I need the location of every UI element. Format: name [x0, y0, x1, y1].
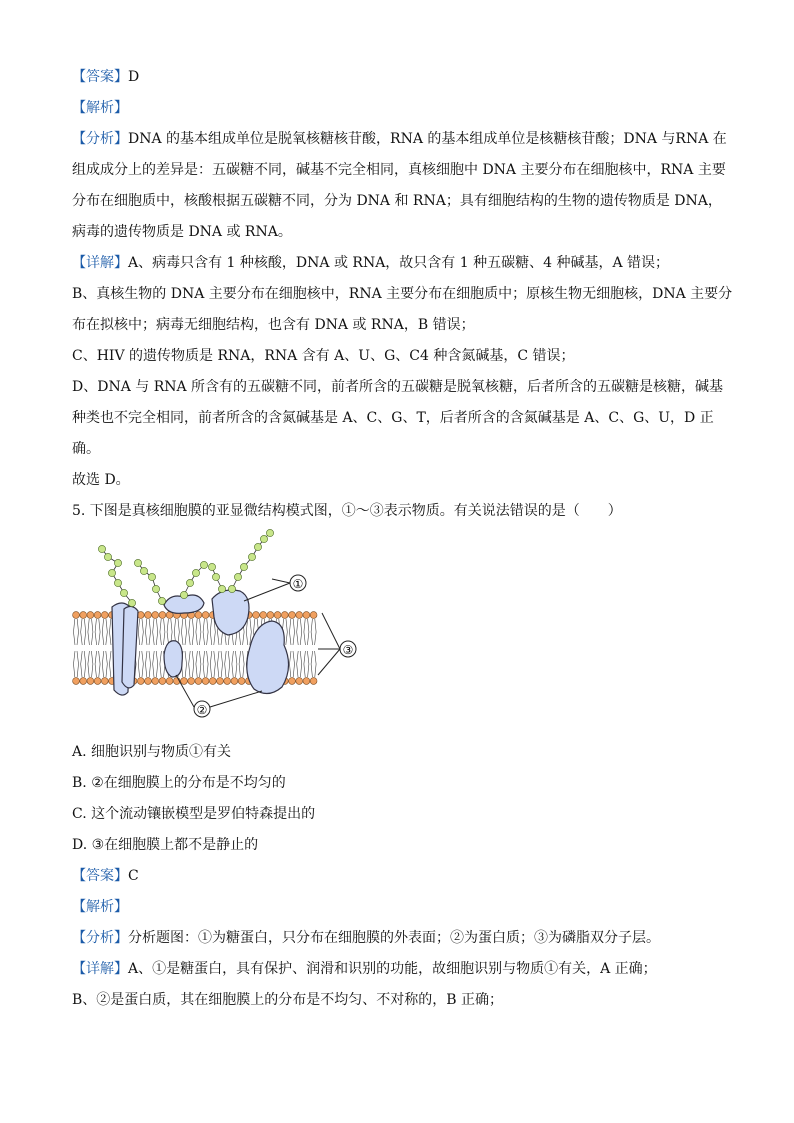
phospholipid-heads-top: [73, 612, 317, 619]
fenxi-line-3: 分布在细胞质中，核酸根据五碳糖不同，分为 DNA 和 RNA；具有细胞结构的生物的遗传物质是 DNA，: [72, 193, 722, 209]
answer-value: D: [128, 69, 140, 85]
phospholipid-head: [94, 612, 101, 619]
phospholipid-head: [202, 612, 209, 619]
phospholipid-head: [152, 678, 159, 685]
phospholipid-tail: [81, 619, 86, 645]
sugar-unit: [120, 589, 127, 596]
option-b: B. ②在细胞膜上的分布是不均匀的: [72, 775, 286, 791]
phospholipid-head: [80, 612, 87, 619]
phospholipid-head: [73, 678, 80, 685]
phospholipid-head: [217, 678, 224, 685]
phospholipid-head: [224, 678, 231, 685]
sugar-unit: [200, 561, 207, 568]
phospholipid-head: [202, 678, 209, 685]
phospholipid-head: [73, 612, 80, 619]
phospholipid-tail: [210, 651, 215, 677]
phospholipid-head: [188, 678, 195, 685]
phospholipid-tail: [189, 619, 194, 645]
sugar-unit: [228, 585, 235, 592]
phospholipid-tail: [218, 651, 223, 677]
phospholipid-head: [296, 678, 303, 685]
phospholipid-head: [87, 612, 94, 619]
phospholipid-tail: [138, 619, 143, 645]
answer-tag: 【答案】: [72, 69, 128, 85]
phospholipid-head: [274, 612, 281, 619]
sugar-unit: [254, 543, 261, 550]
fenxi-line-4: 病毒的遗传物质是 DNA 或 RNA。: [72, 224, 292, 240]
phospholipid-tail: [311, 619, 316, 645]
phospholipid-tail: [203, 651, 208, 677]
phospholipid-head: [159, 678, 166, 685]
sugar-unit: [108, 569, 115, 576]
sugar-unit: [234, 573, 241, 580]
sugar-unit: [114, 579, 121, 586]
phospholipid-head: [101, 612, 108, 619]
xiangjie-text: A、病毒只含有 1 种核酸，DNA 或 RNA，故只含有 1 种五碳糖、4 种碱基，A 错误；: [128, 255, 670, 271]
phospholipid-tail: [196, 651, 201, 677]
phospholipid-tail: [95, 619, 100, 645]
phospholipid-head: [238, 678, 245, 685]
phospholipid-tail: [153, 619, 158, 645]
answer-tag-2: 【答案】: [72, 868, 128, 884]
xiangjie-tag-2: 【详解】: [72, 961, 128, 977]
option-d: D. ③在细胞膜上都不是静止的: [72, 837, 259, 853]
phospholipid-tail: [290, 619, 295, 645]
xiangjie-line-5: D、DNA 与 RNA 所含有的五碳糖不同，前者所含的五碳糖是脱氧核糖，后者所含的五碳糖是核糖，碱基: [72, 379, 724, 395]
phospholipid-tail: [74, 651, 79, 677]
phospholipid-head: [145, 612, 152, 619]
answer-value-2: C: [128, 868, 139, 884]
large-protein-bottom: [247, 621, 289, 694]
fenxi-tag: 【分析】: [72, 131, 128, 147]
xiangjie-line-2: B、真核生物的 DNA 主要分布在细胞核中，RNA 主要分布在细胞质中；原核生物无细胞核，DNA 主要分: [72, 286, 733, 302]
phospholipid-tail: [297, 651, 302, 677]
sugar-unit: [218, 585, 225, 592]
fenxi-line-2: 组成成分上的差异是：五碳糖不同，碱基不完全相同，真核细胞中 DNA 主要分布在细胞核中，RNA 主要: [72, 162, 726, 178]
phospholipid-tail: [189, 651, 194, 677]
phospholipid-tail: [203, 619, 208, 645]
sugar-unit: [104, 553, 111, 560]
xiangjie-line-6: 种类也不完全相同，前者所含的含氮碱基是 A、C、G、T，后者所含的含氮碱基是 A、C、G、U，D 正: [72, 410, 714, 426]
glycoprotein-sugar-chains: [98, 529, 273, 606]
phospholipid-head: [303, 612, 310, 619]
sugar-unit: [98, 545, 105, 552]
phospholipid-tail: [311, 651, 316, 677]
phospholipid-tail: [290, 651, 295, 677]
phospholipid-tail: [88, 619, 93, 645]
xiangjie-line-4: C、HIV 的遗传物质是 RNA，RNA 含有 A、U、G、C4 种含氮碱基，C 错误；: [72, 348, 575, 364]
phospholipid-head: [137, 678, 144, 685]
phospholipid-tail: [146, 619, 151, 645]
phospholipid-tail: [153, 651, 158, 677]
fenxi-line-b: [72, 923, 724, 954]
fenxi-text-2: 分析题图：①为糖蛋白，只分布在细胞膜的外表面；②为蛋白质；③为磷脂双分子层。: [128, 930, 660, 946]
phospholipid-tail: [160, 619, 165, 645]
sugar-unit: [128, 599, 135, 606]
choose-line: 故选 D。: [72, 472, 130, 488]
sugar-unit: [248, 553, 255, 560]
label-one: ①: [292, 577, 304, 591]
sugar-unit: [208, 563, 215, 570]
phospholipid-tail: [304, 651, 309, 677]
phospholipid-tail: [210, 619, 215, 645]
sugar-unit: [180, 591, 187, 598]
phospholipid-head: [231, 678, 238, 685]
sugar-unit: [186, 579, 193, 586]
sugar-unit: [240, 563, 247, 570]
option-c: C. 这个流动镶嵌模型是罗伯特森提出的: [72, 806, 316, 822]
phospholipid-tail: [95, 651, 100, 677]
answer-line-1: [72, 62, 724, 93]
embedded-protein-bottom-small: [164, 641, 182, 677]
phospholipid-head: [166, 678, 173, 685]
phospholipid-head: [101, 678, 108, 685]
phospholipid-tail: [225, 651, 230, 677]
phospholipid-head: [195, 612, 202, 619]
phospholipid-head: [159, 612, 166, 619]
phospholipid-tail: [232, 651, 237, 677]
phospholipid-head: [209, 678, 216, 685]
fenxi-line-1: [72, 124, 727, 155]
analysis-heading-2: 【解析】: [72, 899, 128, 915]
phospholipid-head: [195, 678, 202, 685]
transmembrane-protein-left-b: [122, 606, 138, 687]
fenxi-text: DNA 的基本组成单位是脱氧核糖核苷酸，RNA 的基本组成单位是核糖核苷酸；DNA 与RNA 在: [128, 131, 727, 147]
sugar-unit: [158, 597, 165, 604]
sugar-unit: [114, 559, 121, 566]
phospholipid-head: [253, 612, 260, 619]
label-three: ③: [342, 643, 354, 657]
xiangjie-line-b2: B、②是蛋白质，其在细胞膜上的分布是不均匀、不对称的，B 正确；: [72, 992, 504, 1008]
phospholipid-tail: [138, 651, 143, 677]
xiangjie-tag: 【详解】: [72, 255, 128, 271]
phospholipid-head: [289, 678, 296, 685]
xiangjie-line-7: 确。: [72, 441, 100, 457]
phospholipid-tail: [196, 619, 201, 645]
phospholipid-head: [296, 612, 303, 619]
answer-line-2: [72, 861, 724, 892]
phospholipid-tail: [246, 619, 251, 645]
sugar-unit: [152, 585, 159, 592]
phospholipid-head: [145, 678, 152, 685]
phospholipid-tail: [304, 619, 309, 645]
question-stem: 5. 下图是真核细胞膜的亚显微结构模式图，①～③表示物质。有关说法错误的是（ ）: [72, 503, 622, 519]
sugar-unit: [148, 573, 155, 580]
phospholipid-tail: [297, 619, 302, 645]
sugar-unit: [260, 535, 267, 542]
xiangjie-line-b1: [72, 954, 724, 985]
phospholipid-head: [152, 612, 159, 619]
phospholipid-head: [80, 678, 87, 685]
sugar-unit: [192, 569, 199, 576]
sugar-unit: [212, 573, 219, 580]
phospholipid-head: [94, 678, 101, 685]
phospholipid-head: [181, 678, 188, 685]
phospholipid-head: [267, 612, 274, 619]
xiangjie-text-2: A、①是糖蛋白，具有保护、润滑和识别的功能，故细胞识别与物质①有关，A 正确；: [128, 961, 657, 977]
sugar-unit: [266, 529, 273, 536]
fenxi-tag-2: 【分析】: [72, 930, 128, 946]
xiangjie-line-1: [72, 248, 724, 279]
sugar-unit: [140, 567, 147, 574]
phospholipid-head: [289, 612, 296, 619]
phospholipid-tail: [146, 651, 151, 677]
phospholipid-head: [310, 678, 317, 685]
phospholipid-tail: [102, 619, 107, 645]
phospholipid-head: [260, 612, 267, 619]
membrane-figure: [72, 527, 724, 737]
sugar-unit: [134, 559, 141, 566]
phospholipid-head: [281, 612, 288, 619]
phospholipid-tail: [239, 651, 244, 677]
phospholipid-tail: [182, 619, 187, 645]
xiangjie-line-3: 布在拟核中；病毒无细胞结构，也含有 DNA 或 RNA，B 错误；: [72, 317, 475, 333]
phospholipid-head: [303, 678, 310, 685]
phospholipid-tail: [88, 651, 93, 677]
document-page: [72, 62, 733, 1016]
phospholipid-head: [310, 612, 317, 619]
option-a: A. 细胞识别与物质①有关: [72, 744, 232, 760]
phospholipid-tail: [74, 619, 79, 645]
phospholipid-head: [87, 678, 94, 685]
analysis-heading-1: 【解析】: [72, 100, 128, 116]
label-two: ②: [196, 703, 208, 717]
membrane-diagram: [72, 527, 372, 737]
phospholipid-tail: [81, 651, 86, 677]
phospholipid-tail: [102, 651, 107, 677]
